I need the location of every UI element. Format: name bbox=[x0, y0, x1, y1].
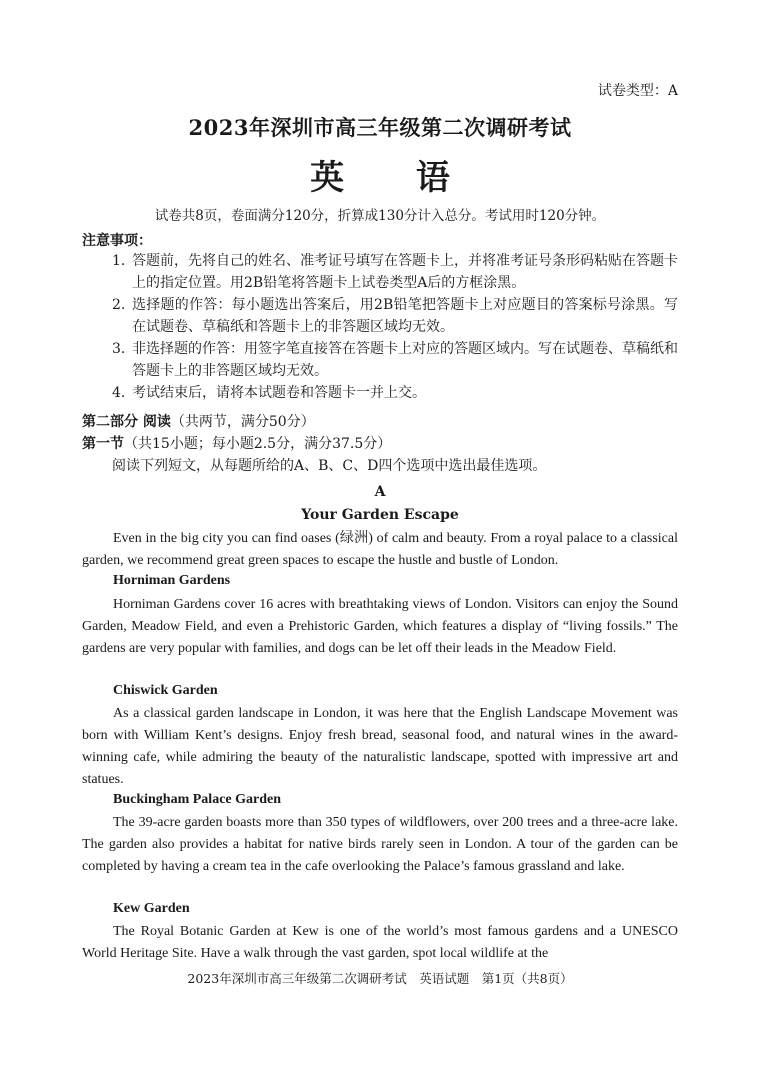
notice-item bbox=[112, 382, 678, 404]
passage-intro: Even in the big city you can find oases (绿洲) of calm and beauty. From a royal palace to a classical garden, we recommend great green spaces to escape the hustle and bustle of London. bbox=[82, 531, 678, 568]
section-heading bbox=[82, 433, 391, 453]
garden-description: The 39-acre garden boasts more than 350 types of wildflowers, over 200 trees and a three-acre lake. The garden also provides a habitat for native birds rarely seen in London. A tour of the garden can be completed by having a cream tea in the cafe overlooking the Palace’s famous grassland and lake. bbox=[82, 815, 678, 874]
part-detail: （共两节，满分50分） bbox=[170, 414, 315, 430]
garden-heading: Buckingham Palace Garden bbox=[113, 792, 282, 807]
garden-heading: Chiswick Garden bbox=[113, 683, 218, 698]
exam-info: 试卷共8页，卷面满分120分，折算成130分计入总分。考试用时120分钟。 bbox=[154, 208, 606, 224]
notice-item-number: 1. bbox=[112, 253, 126, 269]
subject-title: 英 语 bbox=[310, 158, 480, 198]
garden-heading: Kew Garden bbox=[113, 901, 190, 916]
section-instruction: 阅读下列短文，从每题所给的A、B、C、D四个选项中选出最佳选项。 bbox=[112, 458, 547, 474]
notice-item-text: 答题前，先将自己的姓名、准考证号填写在答题卡上，并将准考证号条形码粘贴在答题卡上的指定位置。用2B铅笔将答题卡上试卷类型A后的方框涂黑。 bbox=[132, 253, 678, 291]
notice-item-text: 考试结束后，请将本试题卷和答题卡一并上交。 bbox=[132, 385, 426, 401]
garden-description: Horniman Gardens cover 16 acres with breathtaking views of London. Visitors can enjoy the Sound Garden, Meadow Field, and even a Prehistoric Garden, which features a display of “living fossils.” The gardens are very popular with families, and dogs can be let off their leads in the Meadow Field. bbox=[82, 597, 678, 656]
part-heading bbox=[82, 411, 315, 431]
notice-item bbox=[112, 250, 678, 294]
passage-title: Your Garden Escape bbox=[301, 507, 459, 523]
notice-item bbox=[112, 338, 678, 382]
notice-item-text: 选择题的作答：每小题选出答案后，用2B铅笔把答题卡上对应题目的答案标号涂黑。写在试题卷、草稿纸和答题卡上的非答题区域均无效。 bbox=[132, 297, 678, 335]
part-title: 第二部分 阅读 bbox=[82, 414, 171, 430]
paper-type-label: 试卷类型：A bbox=[597, 83, 678, 99]
exam-title: 2023年深圳市高三年级第二次调研考试 bbox=[188, 115, 572, 140]
notice-item-text: 非选择题的作答：用签字笔直接答在答题卡上对应的答题区域内。写在试题卷、草稿纸和答题卡上的非答题区域均无效。 bbox=[132, 341, 678, 379]
notice-item-number: 3. bbox=[112, 341, 126, 357]
garden-description: The Royal Botanic Garden at Kew is one of the world’s most famous gardens and a UNESCO World Heritage Site. Have a walk through the vast garden, spot local wildlife at the bbox=[82, 924, 678, 961]
passage-label: A bbox=[374, 484, 386, 500]
garden-description: As a classical garden landscape in London, it was here that the English Landscape Movement was born with William Kent’s designs. Enjoy fresh bread, seasonal food, and natural wines in the award-winning cafe, while admiring the beauty of the naturalistic landscape, spotted with impressive art and statues. bbox=[82, 706, 678, 787]
notice-item bbox=[112, 294, 678, 338]
section-title: 第一节 bbox=[82, 436, 124, 452]
garden-heading: Horniman Gardens bbox=[113, 573, 231, 588]
notice-item-number: 2. bbox=[112, 297, 126, 313]
notice-heading: 注意事项： bbox=[82, 233, 152, 249]
notice-item-number: 4. bbox=[112, 385, 126, 401]
section-detail: （共15小题；每小题2.5分，满分37.5分） bbox=[124, 436, 392, 452]
page-footer: 2023年深圳市高三年级第二次调研考试 英语试题 第1页（共8页） bbox=[187, 971, 573, 986]
